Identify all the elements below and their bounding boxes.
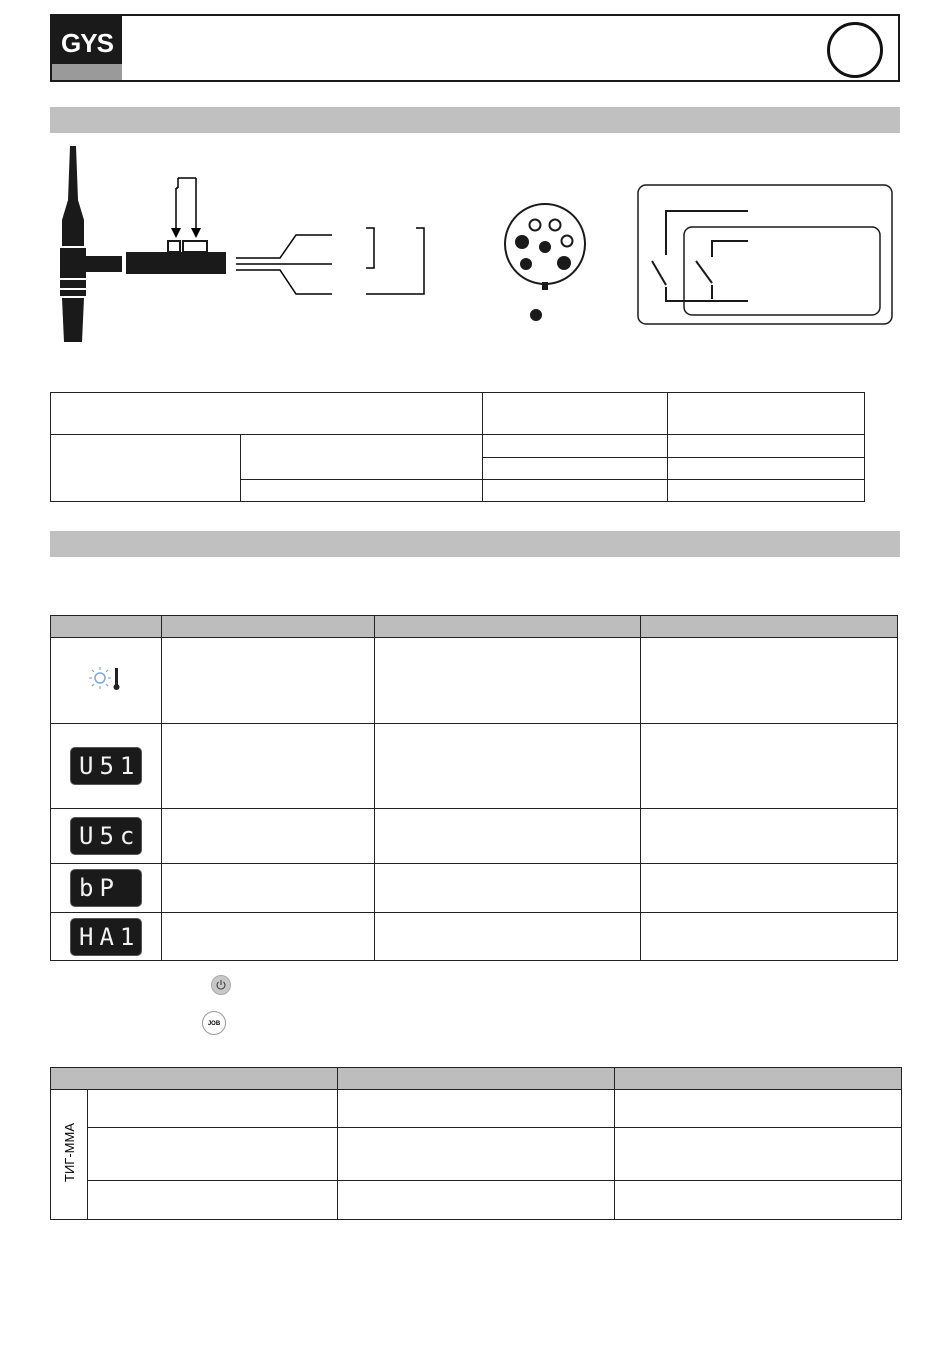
cell xyxy=(88,1090,338,1128)
cell xyxy=(668,480,865,502)
header-cell xyxy=(162,616,375,638)
cell xyxy=(51,638,162,724)
cell xyxy=(162,864,375,913)
cell xyxy=(668,393,865,435)
cell xyxy=(641,638,898,724)
table-row xyxy=(51,913,898,961)
cell xyxy=(51,435,241,502)
cell xyxy=(162,638,375,724)
cell xyxy=(615,1128,902,1181)
led-display-u5c: U5c xyxy=(70,817,142,855)
cell xyxy=(668,435,865,458)
error-codes-table xyxy=(50,615,898,961)
cell xyxy=(668,458,865,480)
cell xyxy=(375,864,641,913)
cell xyxy=(338,1181,615,1220)
cell xyxy=(51,1090,88,1220)
cell xyxy=(51,913,162,961)
cell xyxy=(615,1090,902,1128)
power-icon xyxy=(212,976,230,994)
connector-table xyxy=(50,392,865,502)
cell xyxy=(641,913,898,961)
table-row xyxy=(51,1181,902,1220)
cell xyxy=(241,393,483,435)
job-button[interactable]: JOB xyxy=(202,1011,226,1035)
cell xyxy=(338,1090,615,1128)
cell xyxy=(482,435,668,458)
cell xyxy=(51,724,162,809)
logo-strip xyxy=(52,64,122,80)
cell xyxy=(641,809,898,864)
cell xyxy=(482,393,668,435)
thermometer-sun-icon xyxy=(86,663,126,693)
led-display-bp: bP xyxy=(70,869,142,907)
cell xyxy=(162,724,375,809)
cell xyxy=(641,864,898,913)
section-bar-torch xyxy=(50,107,900,133)
cell xyxy=(482,458,668,480)
cell xyxy=(241,435,483,480)
page-header xyxy=(50,14,900,82)
cell xyxy=(615,1181,902,1220)
led-display-u51: U51 xyxy=(70,747,142,785)
cell xyxy=(375,913,641,961)
cell xyxy=(88,1181,338,1220)
cell xyxy=(51,864,162,913)
cell xyxy=(88,1128,338,1181)
table-row xyxy=(51,864,898,913)
logo-text: GYS xyxy=(61,28,113,58)
cell xyxy=(641,724,898,809)
header-cell xyxy=(375,616,641,638)
led-display-ha1: HA1 xyxy=(70,918,142,956)
cell xyxy=(375,724,641,809)
power-button[interactable] xyxy=(211,975,231,995)
switch-diagram xyxy=(636,183,896,328)
table-row xyxy=(51,1128,902,1181)
cell xyxy=(51,393,241,435)
header-cell xyxy=(641,616,898,638)
cell xyxy=(51,809,162,864)
section-bar-errors xyxy=(50,531,900,557)
cell xyxy=(338,1128,615,1181)
header-cell xyxy=(51,616,162,638)
cell xyxy=(375,809,641,864)
table-row xyxy=(51,638,898,724)
cell xyxy=(241,480,483,502)
process-label: ТИГ-ММА xyxy=(61,1122,77,1182)
torch-diagram xyxy=(40,140,440,350)
header-cell xyxy=(51,1068,338,1090)
header-cell xyxy=(338,1068,615,1090)
cell xyxy=(162,809,375,864)
cell xyxy=(375,638,641,724)
cell xyxy=(482,480,668,502)
language-badge xyxy=(827,22,883,78)
cell xyxy=(162,913,375,961)
table-row xyxy=(51,1090,902,1128)
table-row xyxy=(51,724,898,809)
table-row xyxy=(51,809,898,864)
header-cell xyxy=(615,1068,902,1090)
process-table xyxy=(50,1067,902,1220)
connector-diagram xyxy=(495,200,595,330)
